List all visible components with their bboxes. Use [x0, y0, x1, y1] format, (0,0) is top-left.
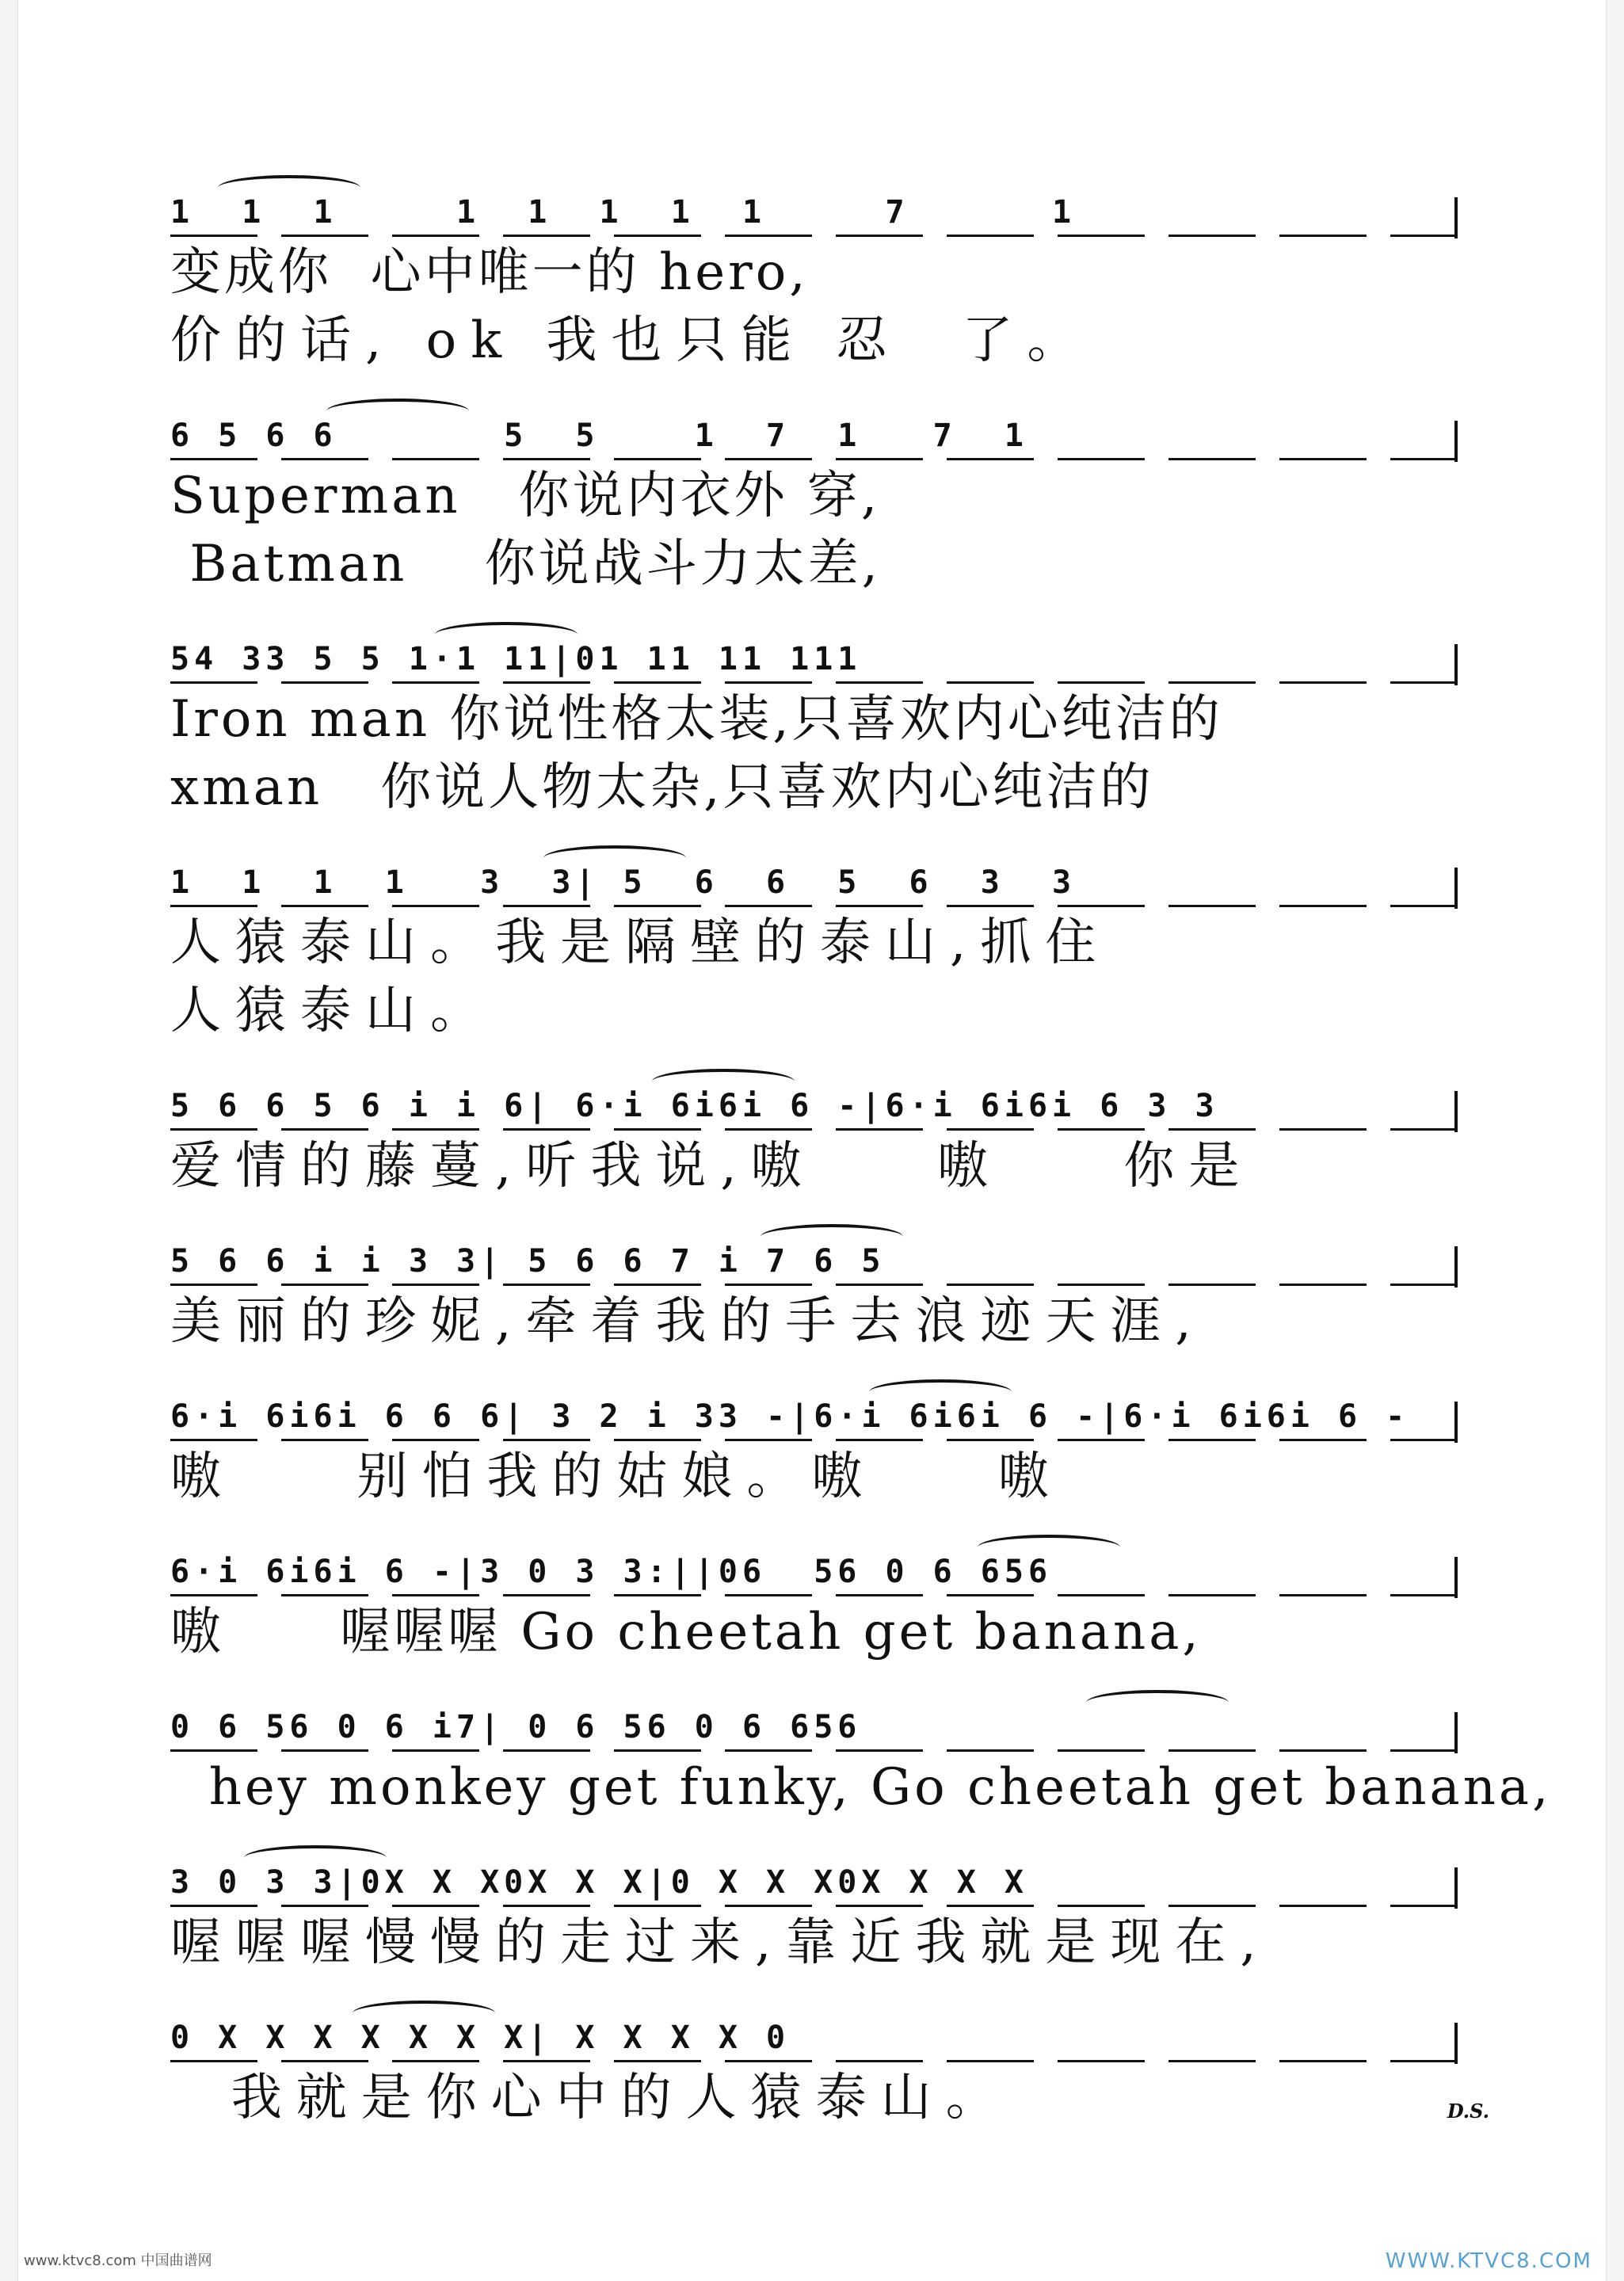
notation-line — [170, 1375, 1458, 1443]
beam-underline — [170, 2060, 1458, 2062]
jianpu-notes: 1 1 1 1 1 1 1 1 7 1 — [170, 194, 1077, 231]
slur-arc — [326, 399, 469, 424]
beam-underline — [170, 905, 1458, 907]
slur-arc — [435, 622, 578, 647]
lyric-line: 我就是你心中的人猿泰山。 — [170, 2069, 1011, 2127]
score-system — [170, 1219, 1458, 1356]
jianpu-notes: 5 6 6 5 6 i i 6| 6·i 6i6i 6 -|6·i 6i6i 6 3 3 — [170, 1088, 1219, 1124]
jianpu-notes: 1 1 1 1 3 3| 5 6 6 5 6 3 3 — [170, 864, 1077, 901]
score-sheet — [170, 170, 1552, 2151]
jianpu-notes: 5 6 6 i i 3 3| 5 6 6 7 i 7 6 5 — [170, 1243, 886, 1280]
footer-logo-text: WWW.KTVC8.COM — [1385, 2249, 1592, 2273]
beam-underline — [170, 1749, 1458, 1752]
beam-underline — [170, 1128, 1458, 1131]
jianpu-notes: 3 0 3 3|0X X X0X X X|0 X X X0X X X X — [170, 1864, 1028, 1901]
beam-underline — [170, 1594, 1458, 1596]
barline — [1454, 1091, 1458, 1132]
lyric-line: 喔喔喔慢慢的走过来,靠近我就是现在, — [170, 1913, 1271, 1972]
lyric-line: 变成你 心中唯一的 hero, — [170, 243, 809, 302]
score-system — [170, 617, 1458, 822]
lyric-line: 爱情的藤蔓,听我说,嗷 嗷 你是 — [170, 1137, 1254, 1196]
left-margin-strip — [0, 0, 18, 2281]
lyric-line: 嗷 喔喔喔 Go cheetah get banana, — [170, 1603, 1202, 1661]
barline — [1454, 421, 1458, 462]
barline — [1454, 1712, 1458, 1753]
score-system — [170, 1685, 1552, 1821]
notation-line — [170, 1840, 1458, 1909]
notation-line — [170, 841, 1458, 909]
score-system — [170, 170, 1458, 375]
beam-underline — [170, 458, 1458, 460]
score-system — [170, 841, 1458, 1045]
notation-line — [170, 617, 1458, 685]
lyric-line: 美丽的珍妮,牵着我的手去浪迹天涯, — [170, 1292, 1206, 1351]
barline — [1454, 1557, 1458, 1598]
jianpu-notes: 6·i 6i6i 6 6 6| 3 2 i 33 -|6·i 6i6i 6 -|6·i 6i6i 6 - — [170, 1398, 1410, 1435]
lyric-line: Superman 你说内衣外 穿, — [170, 467, 881, 525]
slur-arc — [978, 1535, 1120, 1560]
footer-left-text: www.ktvc8.com 中国曲谱网 — [24, 2252, 212, 2269]
right-margin-strip — [1606, 0, 1624, 2281]
barline — [1454, 868, 1458, 909]
beam-underline — [170, 1284, 1458, 1286]
barline — [1454, 2023, 1458, 2064]
slur-arc — [869, 1379, 1012, 1405]
lyric-line: 人猿泰山。我是隔壁的泰山,抓住 — [170, 914, 1111, 972]
slur-arc — [1086, 1690, 1229, 1715]
score-system — [170, 1064, 1458, 1200]
beam-underline — [170, 681, 1458, 684]
score-system — [170, 1375, 1458, 1511]
slur-arc — [652, 1069, 795, 1094]
beam-underline — [170, 1439, 1458, 1441]
beam-underline — [170, 235, 1458, 237]
jianpu-notes: 0 6 56 0 6 i7| 0 6 56 0 6 656 — [170, 1709, 862, 1745]
jianpu-notes: 6·i 6i6i 6 -|3 0 3 3:||06 56 0 6 656 — [170, 1554, 1053, 1590]
slur-arc — [543, 845, 686, 871]
lyric-line: xman 你说人物太杂,只喜欢内心纯洁的 — [170, 758, 1154, 817]
barline — [1454, 1246, 1458, 1287]
jianpu-notes: 0 X X X X X X X| X X X X 0 — [170, 2020, 791, 2056]
lyric-line: Batman 你说战斗力太差, — [170, 535, 882, 593]
notation-line — [170, 1996, 1458, 2064]
slur-arc — [761, 1224, 903, 1249]
lyric-line: 嗷 别怕我的姑娘。嗷 嗷 — [170, 1448, 1063, 1506]
score-system — [170, 1530, 1458, 1666]
score-system — [170, 1996, 1489, 2132]
score-system — [170, 394, 1458, 598]
lyric-line: Iron man 你说性格太装,只喜欢内心纯洁的 — [170, 690, 1223, 749]
slur-arc — [218, 175, 360, 200]
barline — [1454, 1867, 1458, 1909]
notation-line — [170, 1064, 1458, 1132]
notation-line — [170, 394, 1458, 462]
slur-arc — [244, 1845, 387, 1871]
jianpu-notes: 6 5 6 6 5 5 1 7 1 7 1 — [170, 418, 1028, 454]
beam-underline — [170, 1905, 1458, 1907]
notation-line — [170, 1685, 1458, 1753]
barline — [1454, 644, 1458, 685]
slur-arc — [353, 2001, 495, 2026]
lyric-line: 人猿泰山。 — [170, 982, 495, 1040]
lyric-line: hey monkey get funky, Go cheetah get banana, — [170, 1758, 1552, 1817]
notation-line — [170, 1530, 1458, 1598]
barline — [1454, 1402, 1458, 1443]
dal-segno-mark: D.S. — [1447, 2100, 1489, 2123]
barline — [1454, 197, 1458, 238]
score-system — [170, 1840, 1458, 1977]
notation-line — [170, 170, 1458, 238]
lyric-line: 价的话, ok 我也只能 忍 了。 — [170, 311, 1092, 370]
notation-line — [170, 1219, 1458, 1287]
jianpu-notes: 54 33 5 5 1·1 11|01 11 11 111 — [170, 641, 862, 677]
